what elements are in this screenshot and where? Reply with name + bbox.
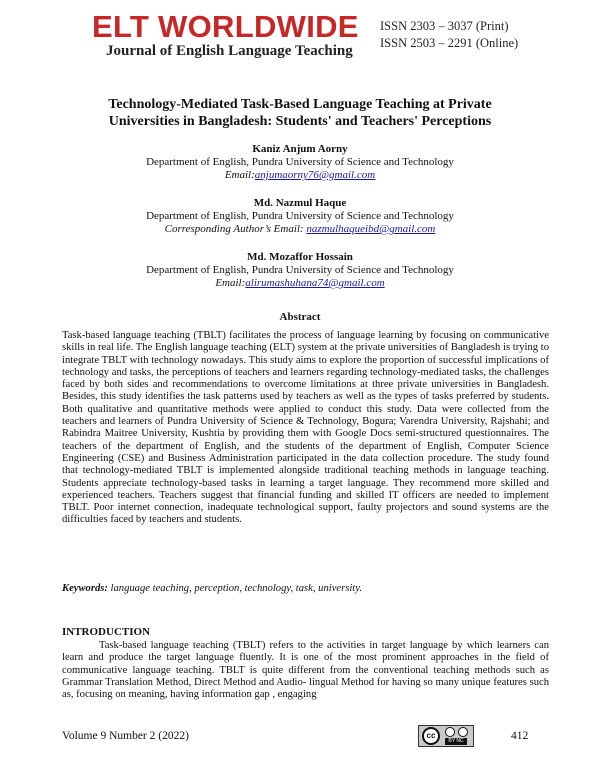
author-email-link[interactable]: anjumaorny76@gmail.com bbox=[254, 169, 376, 181]
cc-license-badge[interactable] bbox=[418, 725, 474, 747]
author-email-line bbox=[40, 223, 560, 236]
cc-license-detail bbox=[442, 727, 470, 745]
journal-subtitle: Journal of English Language Teaching bbox=[106, 43, 353, 59]
footer-volume: Volume 9 Number 2 (2022) bbox=[62, 730, 189, 742]
author-name: Kaniz Anjum Aorny bbox=[252, 143, 348, 155]
keywords-text: language teaching, perception, technology, task, university. bbox=[107, 583, 363, 594]
cc-icon: cc bbox=[422, 727, 440, 745]
author-block-1 bbox=[40, 143, 560, 182]
introduction-heading: INTRODUCTION bbox=[62, 626, 151, 638]
introduction-body: Task-based language teaching (TBLT) refers to the activities in target language by which learners can learn and produce the target language fluently. It is one of the most prominent approaches in the field of communicative language teaching. TBLT is quite different from the conventional teaching methods such as Grammar Translation Method, Direct Method and Audio- lingual Method for having so many unique features such as, focusing on meaning, having information gap , engaging bbox=[62, 640, 549, 701]
issn-online: ISSN 2503 – 2291 (Online) bbox=[380, 36, 519, 50]
author-block-2 bbox=[40, 197, 560, 236]
author-affiliation: Department of English, Pundra University of Science and Technology bbox=[146, 264, 454, 276]
abstract-body: Task-based language teaching (TBLT) facilitates the process of language learning by focusing on communicative skills in real life. The English language teaching (ELT) system at the private universities of Bangladesh is trying to integrate TBLT with technology nowadays. This study aims to explore the proportion of successful implications of technology and tasks, the perceptions of teachers and learners regarding technology-mediated tasks, the challenges faced by both sides and recommendations to overcome limitations at three private universities in Bangladesh. Besides, this study identifies the task patterns used by teachers as well as the types of tasks preferred by students. Both qualitative and quantitative methods were applied to conduct this study. Data were collected from the teachers and learners of Pundra University of Science & Technology, Bogura; Varendra University, Rajshahi; and Rabindra Maitree University, Kushtia by providing them with Google Docs semi-structured questionnaires. The teachers of the department of English, and the students of the department of English, Computer Science Engineering (CSE) and Business Administration participated in the data collection procedure. The study found that technology-mediated TBLT is implemented alongside traditional teaching methods in language teaching. Students appreciate technology-based tasks in learning a target language. They recommend more skilled and experienced teachers. Teachers suggest that financial funding and skilled IT officers are needed to implement TBLT. Poor internet connection, inadequate technological support, faulty projectors and sound systems are the difficulties faced by teachers and students. bbox=[62, 330, 549, 526]
keywords-label: Keywords: bbox=[62, 583, 108, 594]
paper-title-line-1: Technology-Mediated Task-Based Language Teaching at Private bbox=[108, 97, 492, 112]
author-email-line bbox=[40, 277, 560, 290]
issn-print: ISSN 2303 – 3037 (Print) bbox=[380, 19, 509, 33]
author-email-link[interactable]: nazmulhaqueibd@gmail.com bbox=[306, 223, 436, 235]
keywords-line bbox=[62, 582, 549, 595]
footer-page-number: 412 bbox=[511, 730, 529, 742]
journal-logo: ELT WORLDWIDE bbox=[92, 9, 359, 44]
author-email-line bbox=[40, 169, 560, 182]
author-block-3 bbox=[40, 251, 560, 290]
email-label: Corresponding Author’s Email: bbox=[164, 223, 307, 235]
email-label: Email: bbox=[224, 169, 255, 181]
abstract-heading: Abstract bbox=[279, 311, 321, 323]
email-label: Email: bbox=[215, 277, 246, 289]
issn-block bbox=[380, 18, 518, 52]
author-name: Md. Nazmul Haque bbox=[253, 197, 347, 209]
author-affiliation: Department of English, Pundra University of Science and Technology bbox=[146, 210, 454, 222]
noncommercial-icon bbox=[458, 727, 468, 737]
author-affiliation: Department of English, Pundra University of Science and Technology bbox=[146, 156, 454, 168]
author-name: Md. Mozaffor Hossain bbox=[247, 251, 353, 263]
attribution-icon bbox=[445, 727, 455, 737]
journal-header bbox=[92, 10, 552, 70]
paper-title bbox=[60, 96, 540, 130]
paper-title-line-2: Universities in Bangladesh: Students' and Teachers' Perceptions bbox=[108, 114, 492, 129]
cc-license-icons bbox=[445, 727, 468, 737]
author-email-link[interactable]: alirumashuhana74@gmail.com bbox=[245, 277, 385, 289]
cc-license-label: BY NC bbox=[445, 738, 466, 745]
